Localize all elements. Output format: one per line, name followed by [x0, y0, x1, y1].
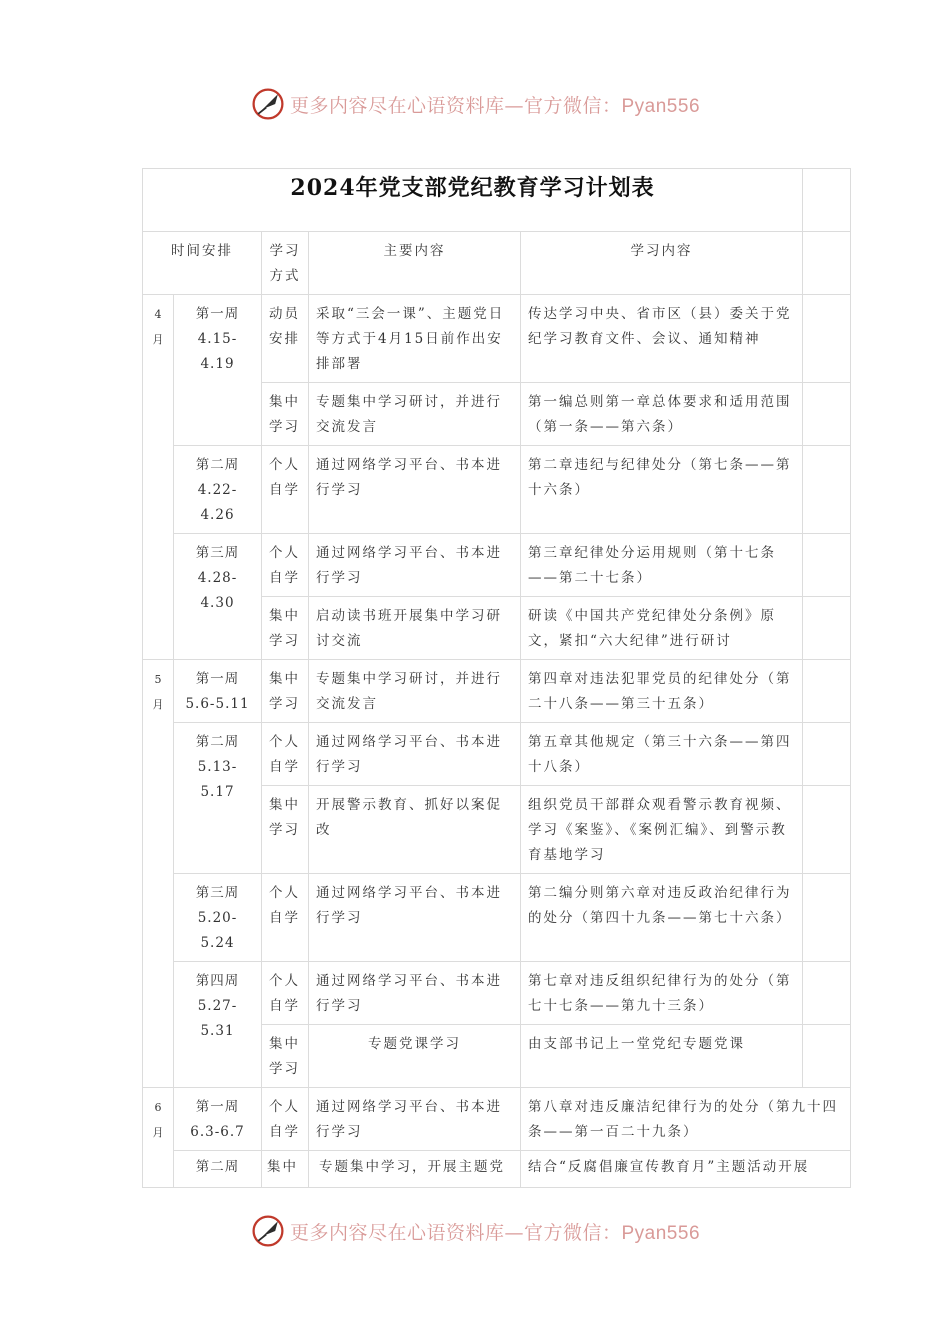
- header-main-content: 主要内容: [309, 232, 521, 295]
- week-cell: 第二周 5.13-5.17: [174, 723, 262, 874]
- spare-column-cell: [803, 169, 851, 232]
- spare-column-cell: [803, 874, 851, 962]
- week-cell: 第四周 5.27-5.31: [174, 962, 262, 1088]
- study-content-cell: 第三章纪律处分运用规则（第十七条——第二十七条）: [521, 534, 803, 597]
- main-content-cell: 通过网络学习平台、书本进行学习: [309, 1088, 521, 1151]
- table-row: [143, 723, 851, 786]
- spare-column-cell: [803, 723, 851, 786]
- study-plan-table: [142, 168, 851, 1188]
- spare-column-cell: [803, 383, 851, 446]
- study-content-cell: 第八章对违反廉洁纪律行为的处分（第九十四条——第一百二十九条）: [521, 1088, 851, 1151]
- study-content-cell: 第七章对违反组织纪律行为的处分（第七十七条——第九十三条）: [521, 962, 803, 1025]
- week-cell: 第三周 5.20-5.24: [174, 874, 262, 962]
- mode-cell: 集中 学习: [262, 786, 309, 874]
- month-cell: 6 月: [143, 1088, 174, 1188]
- table-title: 2024年党支部党纪教育学习计划表: [143, 169, 803, 232]
- spare-column-cell: [803, 534, 851, 597]
- study-content-cell: 第二章违纪与纪律处分（第七条——第十六条）: [521, 446, 803, 534]
- main-content-cell: 启动读书班开展集中学习研讨交流: [309, 597, 521, 660]
- spare-column-cell: [803, 962, 851, 1025]
- month-cell: 5 月: [143, 660, 174, 1088]
- mode-cell: 个人 自学: [262, 446, 309, 534]
- month-cell: 4 月: [143, 295, 174, 660]
- spare-column-cell: [803, 446, 851, 534]
- week-cell: 第一周 5.6-5.11: [174, 660, 262, 723]
- table-row: [143, 295, 851, 383]
- study-content-cell: 第一编总则第一章总体要求和适用范围（第一条——第六条）: [521, 383, 803, 446]
- main-content-cell: 专题集中学习，开展主题党: [309, 1151, 521, 1188]
- wechat-id: Pyan556: [621, 95, 701, 117]
- main-content-cell: 通过网络学习平台、书本进行学习: [309, 534, 521, 597]
- table-row: [143, 446, 851, 534]
- week-cell: 第一周 6.3-6.7: [174, 1088, 262, 1151]
- mode-cell: 个人 自学: [262, 723, 309, 786]
- mode-cell: 集中 学习: [262, 597, 309, 660]
- study-content-cell: 第二编分则第六章对违反政治纪律行为的处分（第四十九条——第七十六条）: [521, 874, 803, 962]
- table-row: [143, 660, 851, 723]
- mode-cell: 个人 自学: [262, 534, 309, 597]
- table-row: [143, 874, 851, 962]
- mode-cell: 集中 学习: [262, 1025, 309, 1088]
- main-content-cell: 专题集中学习研讨，并进行交流发言: [309, 660, 521, 723]
- study-content-cell: 第四章对违法犯罪党员的纪律处分（第二十八条——第三十五条）: [521, 660, 803, 723]
- main-content-cell: 专题党课学习: [309, 1025, 521, 1088]
- spare-column-cell: [803, 786, 851, 874]
- week-cell: 第一周 4.15-4.19: [174, 295, 262, 446]
- study-content-cell: 由支部书记上一堂党纪专题党课: [521, 1025, 803, 1088]
- main-content-cell: 专题集中学习研讨，并进行交流发言: [309, 383, 521, 446]
- wechat-id: Pyan556: [621, 1222, 701, 1244]
- spare-column-cell: [803, 1025, 851, 1088]
- mode-cell: 集中 学习: [262, 383, 309, 446]
- study-content-cell: 传达学习中央、省市区（县）委关于党纪学习教育文件、会议、通知精神: [521, 295, 803, 383]
- banner-text: 更多内容尽在心语资料库—官方微信：Pyan556: [289, 1221, 701, 1244]
- main-content-cell: 采取“三会一课”、主题党日等方式于4月15日前作出安排部署: [309, 295, 521, 383]
- study-content-cell: 结合“反腐倡廉宣传教育月”主题活动开展: [521, 1151, 851, 1188]
- banner-text: 更多内容尽在心语资料库—官方微信：Pyan556: [289, 94, 701, 117]
- spare-column-cell: [803, 232, 851, 295]
- spare-column-cell: [803, 597, 851, 660]
- mode-cell: 集中 学习: [262, 660, 309, 723]
- header-study-content: 学习内容: [521, 232, 803, 295]
- header-banner: [0, 84, 950, 124]
- table-row: [143, 1088, 851, 1151]
- study-content-cell: 研读《中国共产党纪律处分条例》原文，紧扣“六大纪律”进行研讨: [521, 597, 803, 660]
- main-content-cell: 通过网络学习平台、书本进行学习: [309, 962, 521, 1025]
- main-content-cell: 通过网络学习平台、书本进行学习: [309, 723, 521, 786]
- study-content-cell: 组织党员干部群众观看警示教育视频、学习《案鉴》、《案例汇编》、到警示教育基地学习: [521, 786, 803, 874]
- mode-cell: 个人 自学: [262, 874, 309, 962]
- footer-banner: [0, 1211, 950, 1251]
- table-row: [143, 1151, 851, 1188]
- table-row: [143, 962, 851, 1025]
- header-mode: 学习 方式: [262, 232, 309, 295]
- table-row: [143, 534, 851, 597]
- week-cell: 第二周 4.22-4.26: [174, 446, 262, 534]
- study-content-cell: 第五章其他规定（第三十六条——第四十八条）: [521, 723, 803, 786]
- main-content-cell: 开展警示教育、抓好以案促改: [309, 786, 521, 874]
- week-cell: 第二周: [174, 1151, 262, 1188]
- spare-column-cell: [803, 660, 851, 723]
- main-content-cell: 通过网络学习平台、书本进行学习: [309, 446, 521, 534]
- header-time: 时间安排: [143, 232, 262, 295]
- quill-logo-icon: [250, 1213, 286, 1249]
- week-cell: 第三周 4.28-4.30: [174, 534, 262, 660]
- mode-cell: 集中: [262, 1151, 309, 1188]
- mode-cell: 个人 自学: [262, 962, 309, 1025]
- mode-cell: 个人 自学: [262, 1088, 309, 1151]
- quill-logo-icon: [250, 86, 286, 122]
- mode-cell: 动员 安排: [262, 295, 309, 383]
- spare-column-cell: [803, 295, 851, 383]
- main-content-cell: 通过网络学习平台、书本进行学习: [309, 874, 521, 962]
